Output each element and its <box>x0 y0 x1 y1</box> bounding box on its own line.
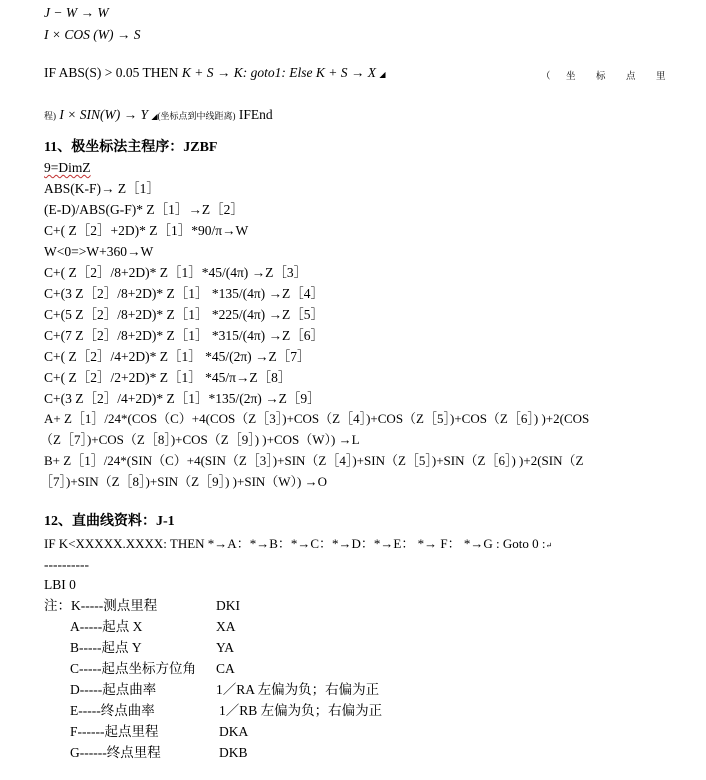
program-line: C+(3 Z［2］/4+2D)* Z［1］*135/(2π) →Z［9］ <box>44 391 321 406</box>
if-line <box>44 64 386 84</box>
y-line-formula: I × SIN(W) → Y <box>59 107 148 122</box>
program-line: B+ Z［1］/24*(SIN（C）+4(SIN（Z［3］)+SIN（Z［4］)+SIN（Z［5］)+SIN（Z［6］) )+2(SIN（Z <box>44 453 584 468</box>
lbi-line: LBI 0 <box>44 577 76 592</box>
program-line: ［7］)+SIN（Z［8］)+SIN（Z［9］) )+SIN（W）) →O <box>40 474 328 489</box>
program-line: ABS(K-F)→ Z［1］ <box>44 181 160 196</box>
note-label: F------起点里程 <box>70 724 159 739</box>
note-row-e <box>70 702 383 720</box>
note-label: E-----终点曲率 <box>70 703 155 718</box>
note-char-1: （ <box>541 72 551 82</box>
note-value: DKI <box>216 598 240 613</box>
program-line: C+( Z［2］+2D)* Z［1］*90/π→W <box>44 223 249 238</box>
program-line <box>44 159 91 177</box>
separator-line: ---------- <box>44 557 89 572</box>
note-label: G------终点里程 <box>70 745 161 760</box>
formula-line-2: I × COS (W) → S <box>44 27 141 42</box>
formula-line-1: J − W → W <box>44 5 109 20</box>
if-k-line <box>44 535 552 555</box>
note-value: YA <box>216 640 235 655</box>
program-line: (E-D)/ABS(G-F)* Z［1］→Z［2］ <box>44 202 244 217</box>
note-row-b <box>70 639 235 657</box>
note-value: 1／RB 左偏为负；右偏为正 <box>219 703 383 718</box>
note-value: XA <box>216 619 236 634</box>
note-char-3: 标 <box>596 72 606 82</box>
program-line: C+(7 Z［2］/8+2D)* Z［1］ *315/(4π) →Z［6］ <box>44 328 325 343</box>
note-value: DKA <box>219 724 249 739</box>
y-line-note: (坐标点到中线距离) <box>157 111 236 121</box>
note-row-d <box>70 681 380 699</box>
note-row-a <box>70 618 236 636</box>
paragraph-mark-icon: ↵ <box>545 541 553 550</box>
program-line: C+(5 Z［2］/8+2D)* Z［1］ *225/(4π) →Z［5］ <box>44 307 325 322</box>
program-line: C+( Z［2］/4+2D)* Z［1］ *45/(2π) →Z［7］ <box>44 349 311 364</box>
program-line: （Z［7］)+COS（Z［8］)+COS（Z［9］) )+COS（W）) →L <box>40 432 360 447</box>
program-line: A+ Z［1］/24*(COS（C）+4(COS（Z［3］)+COS（Z［4］)+COS（Z［5］)+COS（Z［6］) )+2(COS <box>44 411 590 426</box>
program-line: C+( Z［2］/2+2D)* Z［1］ *45/π→Z［8］ <box>44 370 292 385</box>
program-line: C+(3 Z［2］/8+2D)* Z［1］ *135/(4π) →Z［4］ <box>44 286 325 301</box>
section-heading-12: 12、直曲线资料：J-1 <box>44 514 175 529</box>
y-line-lead: 程) <box>44 111 56 121</box>
note-label: A-----起点 X <box>70 619 143 634</box>
program-line: W<0=>W+360→W <box>44 244 154 259</box>
note-row-k <box>44 597 240 615</box>
note-row-g <box>70 744 248 762</box>
note-char-4: 点 <box>626 72 636 82</box>
note-label: C-----起点坐标方位角 <box>70 661 196 676</box>
anchor-mark-icon: ◢ <box>379 70 386 79</box>
program-line-text: 9=DimZ <box>44 160 91 175</box>
note-value: CA <box>216 661 235 676</box>
note-row-c <box>70 660 235 678</box>
note-value: DKB <box>219 745 248 760</box>
note-row-f <box>70 723 249 741</box>
y-line-tail: IFEnd <box>238 107 273 122</box>
if-k-text: IF K<XXXXX.XXXX: THEN *→A：*→B：*→C：*→D：*→E： *→ F： *→G : Goto 0 : <box>44 536 546 551</box>
section-heading-11: 11、极坐标法主程序：JZBF <box>44 140 218 155</box>
note-label: 注：K-----测点里程 <box>44 598 158 613</box>
note-char-2: 坐 <box>566 72 576 82</box>
if-prefix: IF ABS(S) > 0.05 THEN <box>44 65 182 80</box>
if-then-part: K + S → K: goto1: Else K + S → X <box>181 65 376 80</box>
note-char-5: 里 <box>656 72 666 82</box>
anchor-mark-icon: ◢ <box>151 112 158 121</box>
program-line: C+( Z［2］/8+2D)* Z［1］*45/(4π) →Z［3］ <box>44 265 308 280</box>
note-label: B-----起点 Y <box>70 640 142 655</box>
note-label: D-----起点曲率 <box>70 682 157 697</box>
note-value: 1／RA 左偏为负；右偏为正 <box>216 682 380 697</box>
y-line <box>44 106 273 126</box>
